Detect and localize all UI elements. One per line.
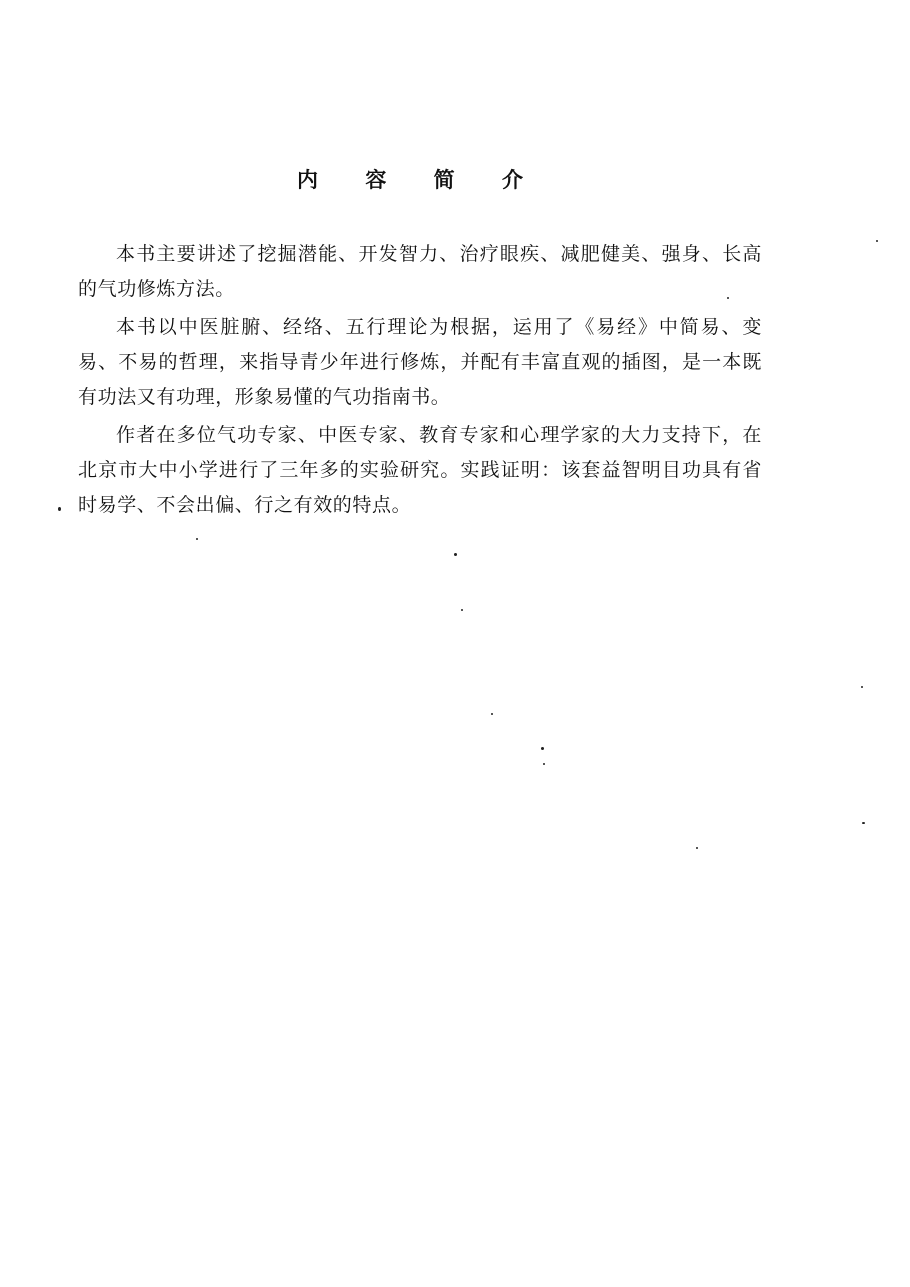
scan-speck bbox=[876, 240, 878, 242]
scan-speck bbox=[196, 538, 198, 540]
paragraph-1: 本书主要讲述了挖掘潜能、开发智力、治疗眼疾、减肥健美、强身、长高的气功修炼方法。 bbox=[78, 243, 762, 300]
paragraph-3: 作者在多位气功专家、中医专家、教育专家和心理学家的大力支持下，在北京市大中小学进行了三年多的实验研究。实践证明：该套益智明目功具有省时易学、不会出偏、行之有效的特点。 bbox=[78, 424, 762, 516]
scan-speck bbox=[58, 507, 61, 511]
scan-speck bbox=[543, 763, 545, 765]
scan-speck bbox=[696, 847, 698, 849]
scan-speck bbox=[862, 822, 865, 824]
scan-speck bbox=[461, 609, 463, 611]
scan-speck bbox=[861, 686, 863, 688]
body-text bbox=[78, 237, 762, 526]
scan-speck bbox=[727, 297, 729, 299]
scan-speck bbox=[491, 713, 493, 715]
scan-speck bbox=[454, 553, 457, 556]
paragraph-2: 本书以中医脏腑、经络、五行理论为根据，运用了《易经》中简易、变易、不易的哲理，来指导青少年进行修炼，并配有丰富直观的插图，是一本既有功法又有功理，形象易懂的气功指南书。 bbox=[78, 316, 762, 408]
page-title: 内 容 简 介 bbox=[297, 168, 543, 192]
scan-speck bbox=[541, 747, 544, 750]
